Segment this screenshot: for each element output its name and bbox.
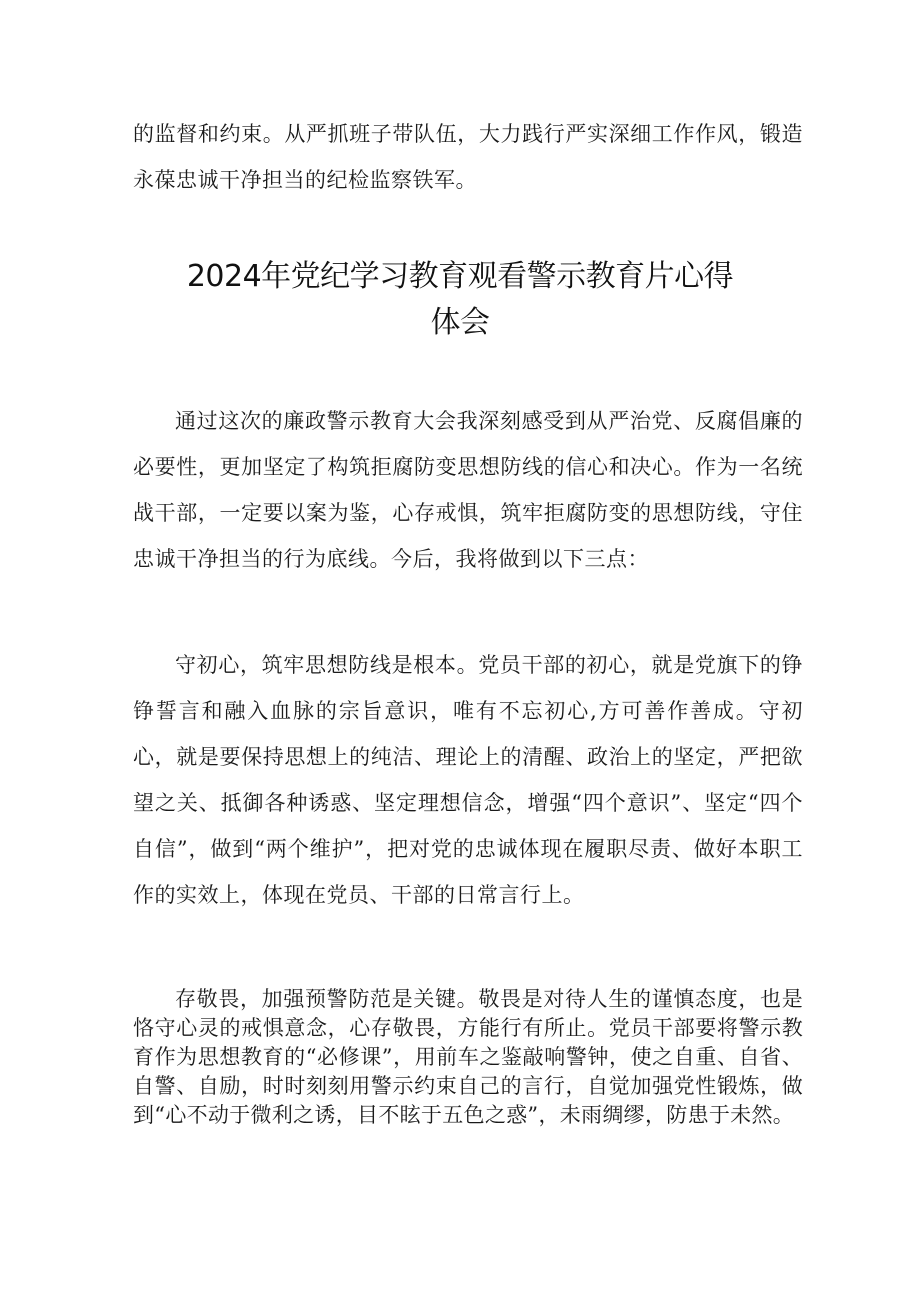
title-line-2: 体会 [430,305,490,340]
body-paragraph-cun-jing-wei: 存敬畏，加强预警防范是关键。敬畏是对待人生的谨慎态度，也是恪守心灵的戒惧意念，心存敬畏，方能行有所止。党员干部要将警示教育作为思想教育的“必修课”，用前车之鉴敲响警钟，使之自重、自省、自警、自励，时时刻刻用警示约束自己的言行，自觉加强党性锻炼，做到“心不动于微利之诱，目不眩于五色之惑”，未雨绸缪，防患于未然。 [133,987,803,1127]
body-paragraph-intro: 通过这次的廉政警示教育大会我深刻感受到从严治党、反腐倡廉的必要性，更加坚定了构筑拒腐防变思想防线的信心和决心。作为一名统战干部，一定要以案为鉴，心存戒惧，筑牢拒腐防变的思想防线，守住忠诚干净担当的行为底线。今后，我将做到以下三点： [133,409,803,571]
body-paragraph-shou-chu-xin: 守初心，筑牢思想防线是根本。党员干部的初心，就是党旗下的铮铮誓言和融入血脉的宗旨意识，唯有不忘初心,方可善作善成。守初心，就是要保持思想上的纯洁、理论上的清醒、政治上的坚定，严把欲望之关、抵御各种诱惑、坚定理想信念，增强“四个意识”、坚定“四个自信”，做到“两个维护”，把对党的忠诚体现在履职尽责、做好本职工作的实效上，体现在党员、干部的日常言行上。 [133,653,803,907]
continuation-paragraph: 的监督和约束。从严抓班子带队伍，大力践行严实深细工作作风，锻造永葆忠诚干净担当的纪检监察铁军。 [133,122,803,192]
title-line-1: 2024年党纪学习教育观看警示教育片心得 [186,259,734,294]
document-title [100,254,820,346]
